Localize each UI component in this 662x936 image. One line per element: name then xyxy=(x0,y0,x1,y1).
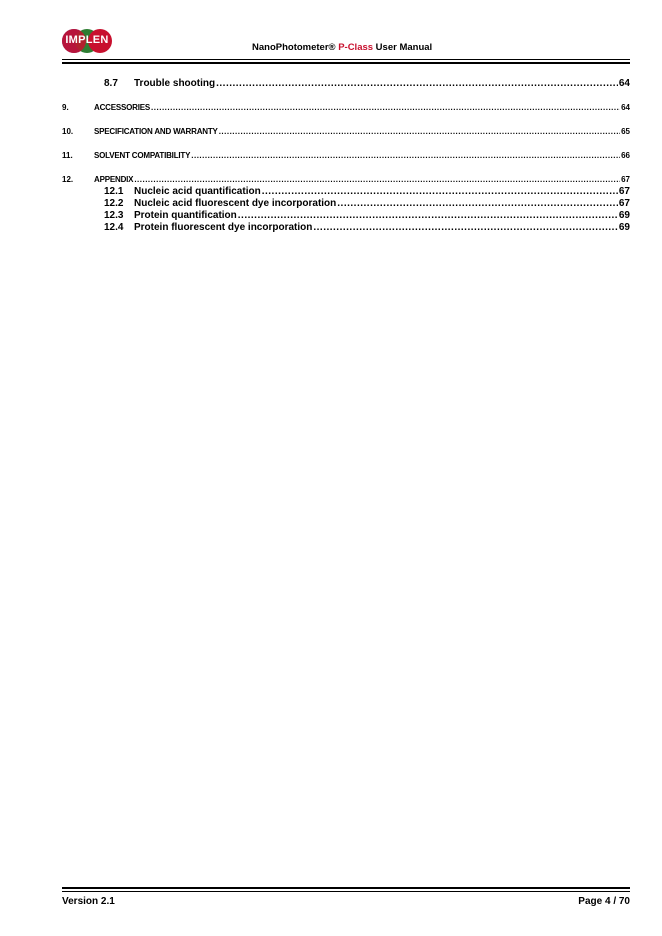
toc-leader xyxy=(219,127,620,136)
toc-number: 12.2 xyxy=(104,198,124,209)
toc-leader xyxy=(151,103,620,112)
toc-entry-12-3[interactable] xyxy=(62,210,630,222)
toc-entry-12-2[interactable] xyxy=(62,198,630,210)
toc-page: 66 xyxy=(621,151,630,160)
toc-number: 8.7 xyxy=(104,78,118,89)
toc-page: 64 xyxy=(618,78,630,89)
toc-number: 11. xyxy=(62,151,73,160)
footer-rule-thick xyxy=(62,887,630,889)
title-suffix: User Manual xyxy=(373,42,433,53)
page-header xyxy=(62,26,630,66)
toc-number: 12.3 xyxy=(104,210,124,221)
toc-entry-12-4[interactable] xyxy=(62,222,630,234)
implen-logo xyxy=(62,28,112,54)
toc-number: 9. xyxy=(62,103,69,112)
toc-title: Nucleic acid quantification xyxy=(134,186,261,197)
header-rule xyxy=(62,59,630,60)
toc-leader xyxy=(313,222,618,233)
toc-title: Trouble shooting xyxy=(134,78,216,89)
toc-page: 64 xyxy=(621,103,630,112)
toc-title: ACCESSORIES xyxy=(94,103,151,112)
toc-title: APPENDIX xyxy=(94,175,134,184)
document-title xyxy=(252,42,432,53)
toc-entry-9[interactable] xyxy=(62,103,630,114)
toc-entry-8-7[interactable] xyxy=(62,78,630,90)
toc-leader xyxy=(134,175,620,184)
version-label: Version 2.1 xyxy=(62,896,115,907)
toc-entry-12-1[interactable] xyxy=(62,186,630,198)
toc-page: 67 xyxy=(618,186,630,197)
toc-page: 69 xyxy=(618,210,630,221)
logo-text: IMPLEN xyxy=(65,34,109,46)
toc-number: 12.1 xyxy=(104,186,124,197)
toc-number: 12.4 xyxy=(104,222,124,233)
title-prefix: NanoPhotometer® xyxy=(252,42,339,53)
toc-page: 67 xyxy=(618,198,630,209)
toc-title: Nucleic acid fluorescent dye incorporation xyxy=(134,198,337,209)
toc-title: SOLVENT COMPATIBILITY xyxy=(94,151,191,160)
toc-leader xyxy=(262,186,618,197)
footer-rule xyxy=(62,891,630,892)
toc-leader xyxy=(238,210,618,221)
toc-title: Protein quantification xyxy=(134,210,237,221)
toc-entry-11[interactable] xyxy=(62,151,630,162)
toc-entry-10[interactable] xyxy=(62,127,630,138)
page-number: Page 4 / 70 xyxy=(578,896,630,907)
toc-title: SPECIFICATION AND WARRANTY xyxy=(94,127,218,136)
toc-entry-12[interactable] xyxy=(62,175,630,186)
toc-leader xyxy=(337,198,618,209)
toc-title: Protein fluorescent dye incorporation xyxy=(134,222,313,233)
toc-page: 67 xyxy=(621,175,630,184)
toc-leader xyxy=(191,151,620,160)
toc-number: 10. xyxy=(62,127,74,136)
toc-page: 69 xyxy=(618,222,630,233)
header-rule-thick xyxy=(62,62,630,64)
title-accent: P-Class xyxy=(338,42,374,53)
table-of-contents xyxy=(62,78,630,234)
toc-leader xyxy=(216,78,618,89)
toc-page: 65 xyxy=(621,127,630,136)
toc-number: 12. xyxy=(62,175,74,184)
